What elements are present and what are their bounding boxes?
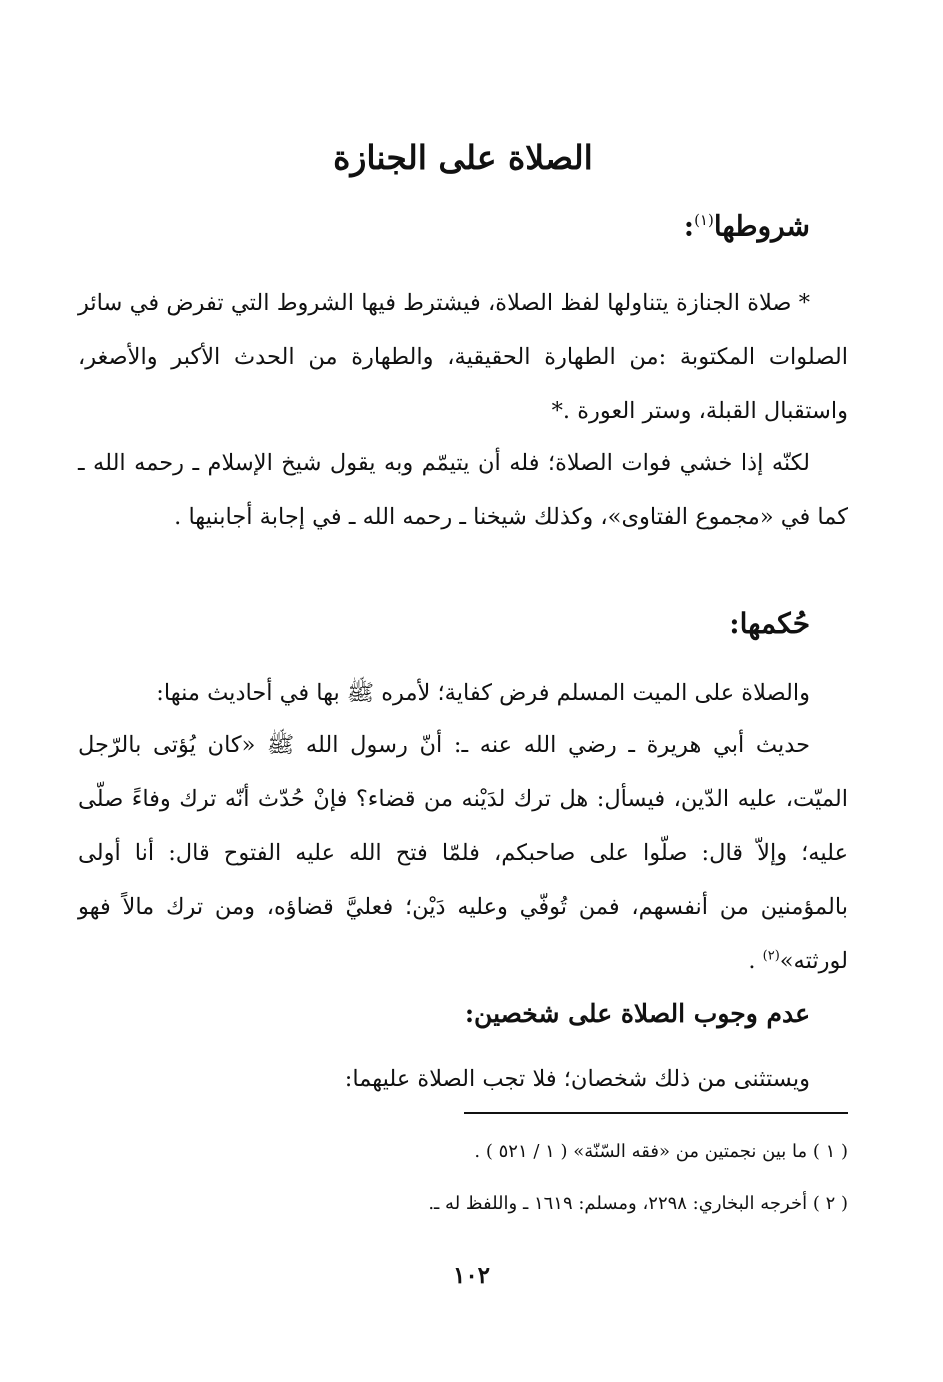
heading-ruling: حُكمها: [729, 607, 810, 640]
heading-exceptions: عدم وجوب الصلاة على شخصين: [464, 999, 810, 1028]
book-page [78, 0, 848, 1382]
footnote-ref-2: (٢) [762, 948, 780, 964]
heading-conditions [684, 200, 810, 246]
hadith-end: . [748, 948, 756, 974]
heading-conditions-colon: : [683, 209, 695, 243]
page-title: الصلاة على الجنازة [333, 138, 593, 177]
heading-conditions-text: شروطها [713, 209, 810, 243]
paragraph-conditions-1: * صلاة الجنازة يتناولها لفظ الصلاة، فيشترط فيها الشروط التي تفرض في سائر الصلوات المكتوبة :من الطهارة الحقيقية، والطهارة من الحدث الأكبر والأصغر، واستقبال القبلة، وستر العورة .* [78, 290, 848, 424]
hadith-text: حديث أبي هريرة ـ رضي الله عنه ـ: أنّ رسول الله ﷺ «كان يُؤتى بالرّجل الميّت، عليه الدّين، فيسأل: هل ترك لدَيْنه من قضاء؟ فإنْ حُدّث أنّه ترك وفاءً صلّى عليه؛ وإلاّ قال: صلّوا على صاحبكم، فلمّا فتح الله عليه الفتوح قال: أنا أولى بالمؤمنين من أنفسهم، فمن تُوفّي وعليه دَيْن؛ فعليَّ قضاؤه، ومن ترك مالاً فهو لورثته» [78, 732, 848, 974]
paragraph-ruling-1: والصلاة على الميت المسلم فرض كفاية؛ لأمره ﷺ بها في أحاديث منها: [156, 680, 810, 706]
paragraph-ruling-2 [78, 718, 848, 988]
paragraph-conditions-2: لكنّه إذا خشي فوات الصلاة؛ فله أن يتيمّم وبه يقول شيخ الإسلام ـ رحمه الله ـ كما في «مجموع الفتاوى»، وكذلك شيخنا ـ رحمه الله ـ في إجابة أجابنيها . [78, 450, 848, 530]
paragraph-exceptions-1: ويستثنى من ذلك شخصان؛ فلا تجب الصلاة عليهما: [344, 1066, 810, 1092]
page-number: ١٠٢ [452, 1262, 491, 1289]
footnote-divider [464, 1112, 848, 1114]
footnote-1: ( ١ ) ما بين نجمتين من «فقه السّنّة» ( ١ / ٥٢١ ) . [474, 1141, 848, 1162]
footnote-ref-1: (١) [694, 211, 714, 229]
footnote-2: ( ٢ ) أخرجه البخاري: ٢٢٩٨، ومسلم: ١٦١٩ ـ واللفظ له ـ. [428, 1193, 848, 1214]
